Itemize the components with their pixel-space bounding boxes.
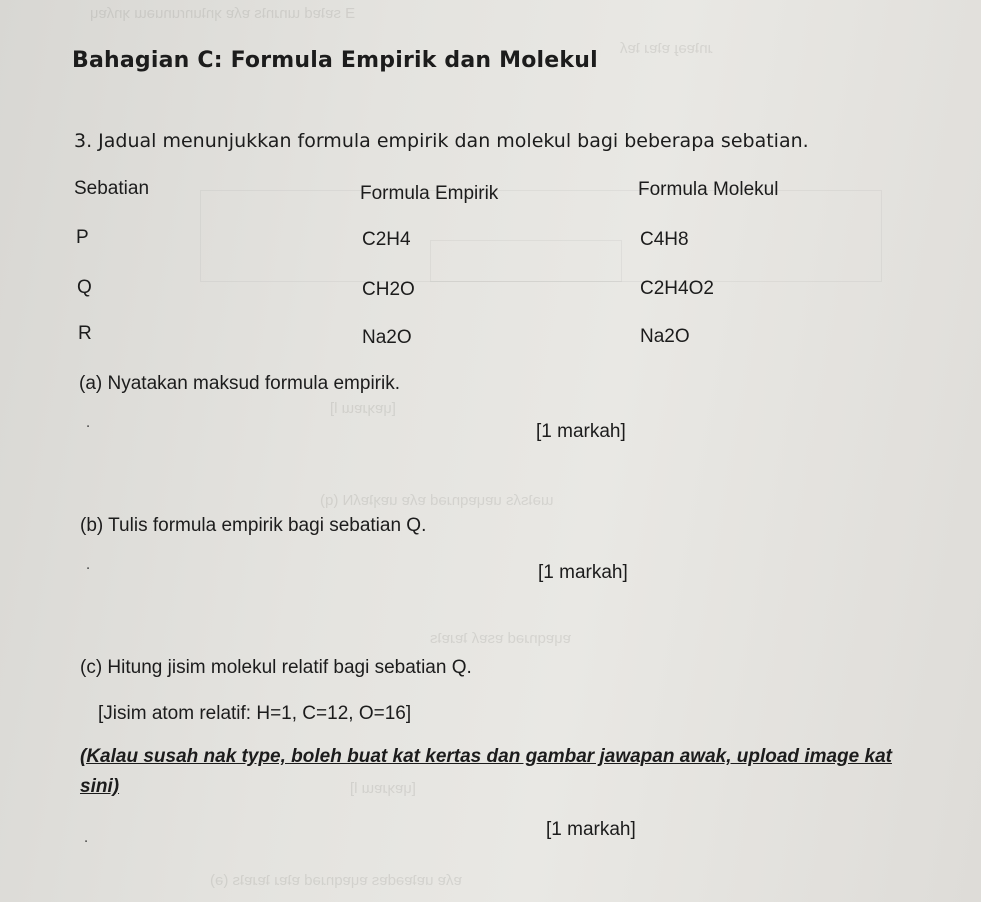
section-title: Bahagian C: Formula Empirik dan Molekul	[72, 48, 598, 73]
table-cell: C2H4	[362, 229, 411, 250]
part-a-marks: [1 markah]	[536, 421, 626, 442]
part-c-prompt: (c) Hitung jisim molekul relatif bagi sebatian Q.	[80, 657, 472, 678]
part-b-marks: [1 markah]	[538, 562, 628, 583]
show-through-text: ɯǝʇsʎs uɐɥɐqnɹǝd ɐʎɐ uɐʞʇɐʎN (q)	[320, 492, 554, 509]
part-c-atomic-masses: [Jisim atom relatif: H=1, C=12, O=16]	[98, 703, 412, 724]
table-header-molecular: Formula Molekul	[638, 179, 779, 200]
table-cell: Q	[77, 277, 92, 298]
table-header-empirical: Formula Empirik	[360, 183, 499, 204]
part-b-answer-marker: ·	[86, 562, 91, 577]
question-text: 3. Jadual menunjukkan formula empirik dan molekul bagi beberapa sebatian.	[74, 130, 809, 152]
part-a-prompt: (a) Nyatakan maksud formula empirik.	[79, 373, 400, 394]
part-c-answer-marker: ·	[84, 835, 89, 850]
table-cell: C4H8	[640, 229, 689, 250]
table-cell: R	[78, 323, 92, 344]
table-cell: P	[76, 227, 89, 248]
show-through-text: [ɥɐʞɹɐɯ Ɩ]	[350, 780, 416, 797]
part-a-answer-marker: ·	[86, 420, 91, 435]
table-cell: Na2O	[362, 327, 412, 348]
table-cell: CH2O	[362, 279, 415, 300]
table-cell: Na2O	[640, 326, 690, 347]
part-c-upload-note: (Kalau susah nak type, boleh buat kat kertas dan gambar jawapan awak, upload image kat sini)	[80, 746, 892, 797]
show-through-table	[430, 240, 622, 282]
show-through-text: ɐɥɐqnɹǝd ɐsɐʎ ʇɐɹɐʇs	[430, 630, 571, 647]
table-header-compound: Sebatian	[74, 178, 150, 199]
show-through-text: Ǝ sɐʇɐd ɯnɹnʇs ɐʎɐ ʞnʇunɾunuǝɯ ʞnʎɐɥ	[90, 5, 356, 22]
show-through-text: ɹnʇɐǝɟ ɐʇɐɹ ʇɐʎ	[620, 40, 713, 57]
part-c-marks: [1 markah]	[546, 819, 636, 840]
show-through-text: [ɥɐʞɹɐɯ Ɩ]	[330, 400, 396, 417]
part-b-prompt: (b) Tulis formula empirik bagi sebatian Q.	[80, 515, 427, 536]
show-through-text: ɐʎɐ uɐʇɐǝdɐs ɐɥɐqnɹǝd ɐʇɐɹ ʇɐɹɐʇs (ǝ)	[210, 872, 462, 889]
table-cell: C2H4O2	[640, 278, 714, 299]
